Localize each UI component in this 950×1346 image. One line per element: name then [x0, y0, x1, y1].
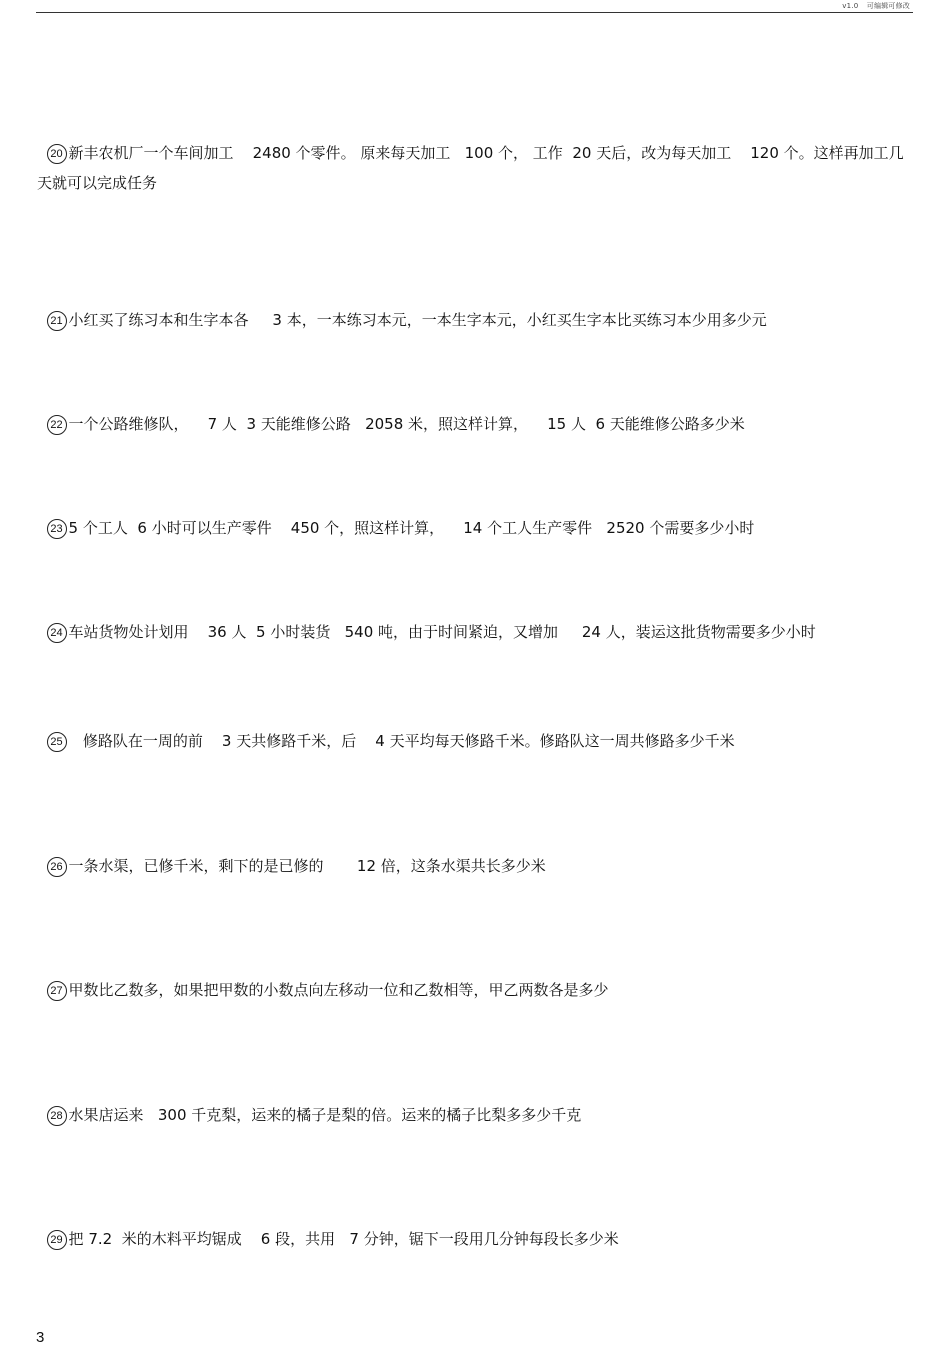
question-number-badge: 21	[47, 311, 67, 331]
question-number-badge: 20	[47, 144, 67, 164]
question-text: 新丰农机厂一个车间加工 2480 个零件。 原来每天加工 100 个， 工作 20 天后，改为每天加工 120 个。这样再加工几天就可以完成任务	[37, 144, 904, 192]
header-divider	[36, 12, 913, 13]
question-text: 5 个工人 6 小时可以生产零件 450 个，照这样计算， 14 个工人生产零件 2520 个需要多少小时	[68, 519, 755, 537]
question-27	[37, 945, 913, 1005]
question-number-badge: 29	[47, 1230, 67, 1250]
question-number-badge: 27	[47, 981, 67, 1001]
question-number-badge: 26	[47, 857, 67, 877]
question-24	[37, 587, 913, 647]
header-version: v1.0	[842, 2, 859, 10]
question-20	[37, 108, 913, 198]
page-number: 3	[36, 1329, 45, 1346]
question-text: 把 7.2 米的木料平均锯成 6 段，共用 7 分钟，锯下一段用几分钟每段长多少米	[68, 1230, 619, 1248]
header-note	[842, 1, 910, 11]
question-text: 车站货物处计划用 36 人 5 小时装货 540 吨，由于时间紧迫，又增加 24 人，装运这批货物需要多少小时	[68, 623, 816, 641]
question-number-badge: 23	[47, 519, 67, 539]
question-25	[37, 696, 913, 756]
question-text: 修路队在一周的前 3 天共修路千米，后 4 天平均每天修路千米。修路队这一周共修路多少千米	[68, 732, 735, 750]
question-text: 甲数比乙数多，如果把甲数的小数点向左移动一位和乙数相等，甲乙两数各是多少	[68, 981, 609, 999]
header-editable-note: 可编辑可修改	[866, 2, 910, 10]
question-text: 一个公路维修队， 7 人 3 天能维修公路 2058 米，照这样计算， 15 人 6 天能维修公路多少米	[68, 415, 745, 433]
question-21	[37, 275, 913, 335]
question-number-badge: 22	[47, 415, 67, 435]
question-29	[37, 1194, 913, 1254]
question-28	[37, 1070, 913, 1130]
question-text: 小红买了练习本和生字本各 3 本，一本练习本元，一本生字本元，小红买生字本比买练习本少用多少元	[68, 311, 767, 329]
question-23	[37, 483, 913, 543]
question-number-badge: 24	[47, 623, 67, 643]
question-number-badge: 25	[47, 732, 67, 752]
question-text: 水果店运来 300 千克梨，运来的橘子是梨的倍。运来的橘子比梨多多少千克	[68, 1106, 582, 1124]
question-26	[37, 821, 913, 881]
question-22	[37, 379, 913, 439]
question-text: 一条水渠，已修千米，剩下的是已修的 12 倍，这条水渠共长多少米	[68, 857, 546, 875]
question-number-badge: 28	[47, 1106, 67, 1126]
